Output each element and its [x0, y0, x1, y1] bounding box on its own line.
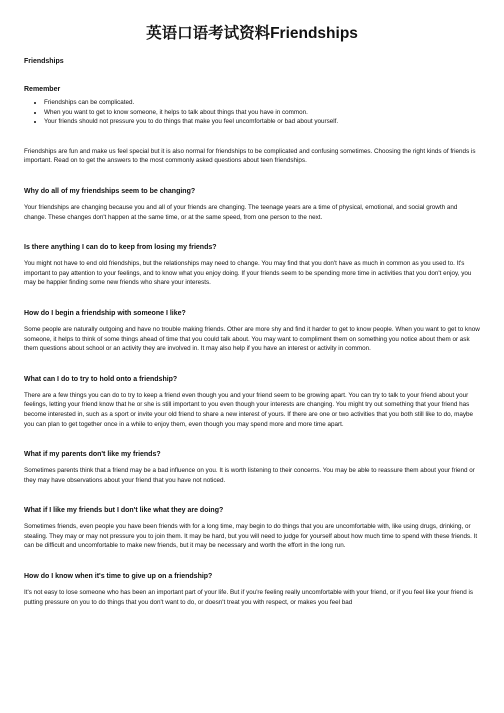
remember-list	[24, 98, 480, 127]
remember-item: • Friendships can be complicated.	[44, 98, 480, 108]
document-subtitle: Friendships	[24, 58, 64, 65]
answer-paragraph: Some people are naturally outgoing and have no trouble making friends. Other are more shy and find it harder to get to know people. When you want to get to know someone, it helps to think of some things ahead of time that you could talk about. You may want to compliment them on something you notice about them or ask them questions about school or an activity they are involved in. It may also help if you have an interest or activity in common.	[24, 325, 480, 353]
answer-paragraph: Sometimes parents think that a friend may be a bad influence on you. It is worth listening to their concerns. You may be able to reassure them about your friend or they may have observations about your friend that you have not noticed.	[24, 467, 475, 484]
remember-heading: Remember	[24, 86, 61, 93]
answer-paragraph: Your friendships are changing because you and all of your friends are changing. The teenage years are a time of physical, emotional, and social growth and change. These changes don't happen at the same time, or at the same speed, from one person to the next.	[24, 203, 458, 221]
answer-paragraph: There are a few things you can do to try to keep a friend even though you and your friend seem to be growing apart. You can try to talk to your friend about your feelings, letting your friend know that he or she is still important to you even though your interests are changing. You might try out something that your friend has become interested in, such as a sport or invite your old friend to share a new interest of yours. If there are one or two activities that you both still like to do, maybe you can plan to get together once in a while to enjoy them, even though you may spend more and more time apart.	[24, 391, 474, 428]
question-heading: How do I know when it's time to give up on a friendship?	[24, 573, 213, 581]
remember-item: • Your friends should not pressure you to do things that make you feel uncomfortable or bad about yourself.	[44, 117, 480, 127]
answer-paragraph: You might not have to end old friendships, but the relationships may need to change. You may find that you don't have as much in common as you used to. It's important to pay attention to your feelings, and to know what you enjoy doing. If your friends seem to be spending more time in activities that you don't enjoy, you may be happier finding some new friends who share your interests.	[24, 260, 472, 287]
answer-paragraph: Sometimes friends, even people you have been friends with for a long time, may begin to do things that you are uncomfortable with, like using drugs, drinking, or stealing. They may or may not pressure you to join them. It may be hard, but you will need to judge for yourself about how much time to spend with these friends. It can be difficult and uncomfortable to make new friends, but it may be necessary and worth the effort in the long run.	[24, 523, 478, 550]
answer-paragraph: It's not easy to lose someone who has been an important part of your life. But if you're feeling really uncomfortable with your friend, or if you feel like your friend is putting pressure on you to do things that you don't want to do, or doesn't treat you with respect, or makes you feel bad	[24, 589, 474, 606]
question-heading: What if I like my friends but I don't like what they are doing?	[24, 507, 224, 515]
question-heading: Is there anything I can do to keep from losing my friends?	[24, 244, 217, 252]
intro-paragraph: Friendships are fun and make us feel special but it is also normal for friendships to be complicated and confusing sometimes. Choosing the right kinds of friends is important. Read on to get the answers to the most commonly asked questions about teen friendships.	[24, 147, 476, 165]
question-heading: What if my parents don't like my friends?	[24, 451, 161, 459]
remember-item: • When you want to get to know someone, it helps to talk about things that you have in common.	[44, 108, 480, 118]
question-heading: Why do all of my friendships seem to be changing?	[24, 187, 196, 195]
question-heading: How do I begin a friendship with someone I like?	[24, 309, 186, 317]
question-heading: What can I do to try to hold onto a friendship?	[24, 375, 178, 383]
document-title: 英语口语考试资料Friendships	[146, 25, 358, 42]
